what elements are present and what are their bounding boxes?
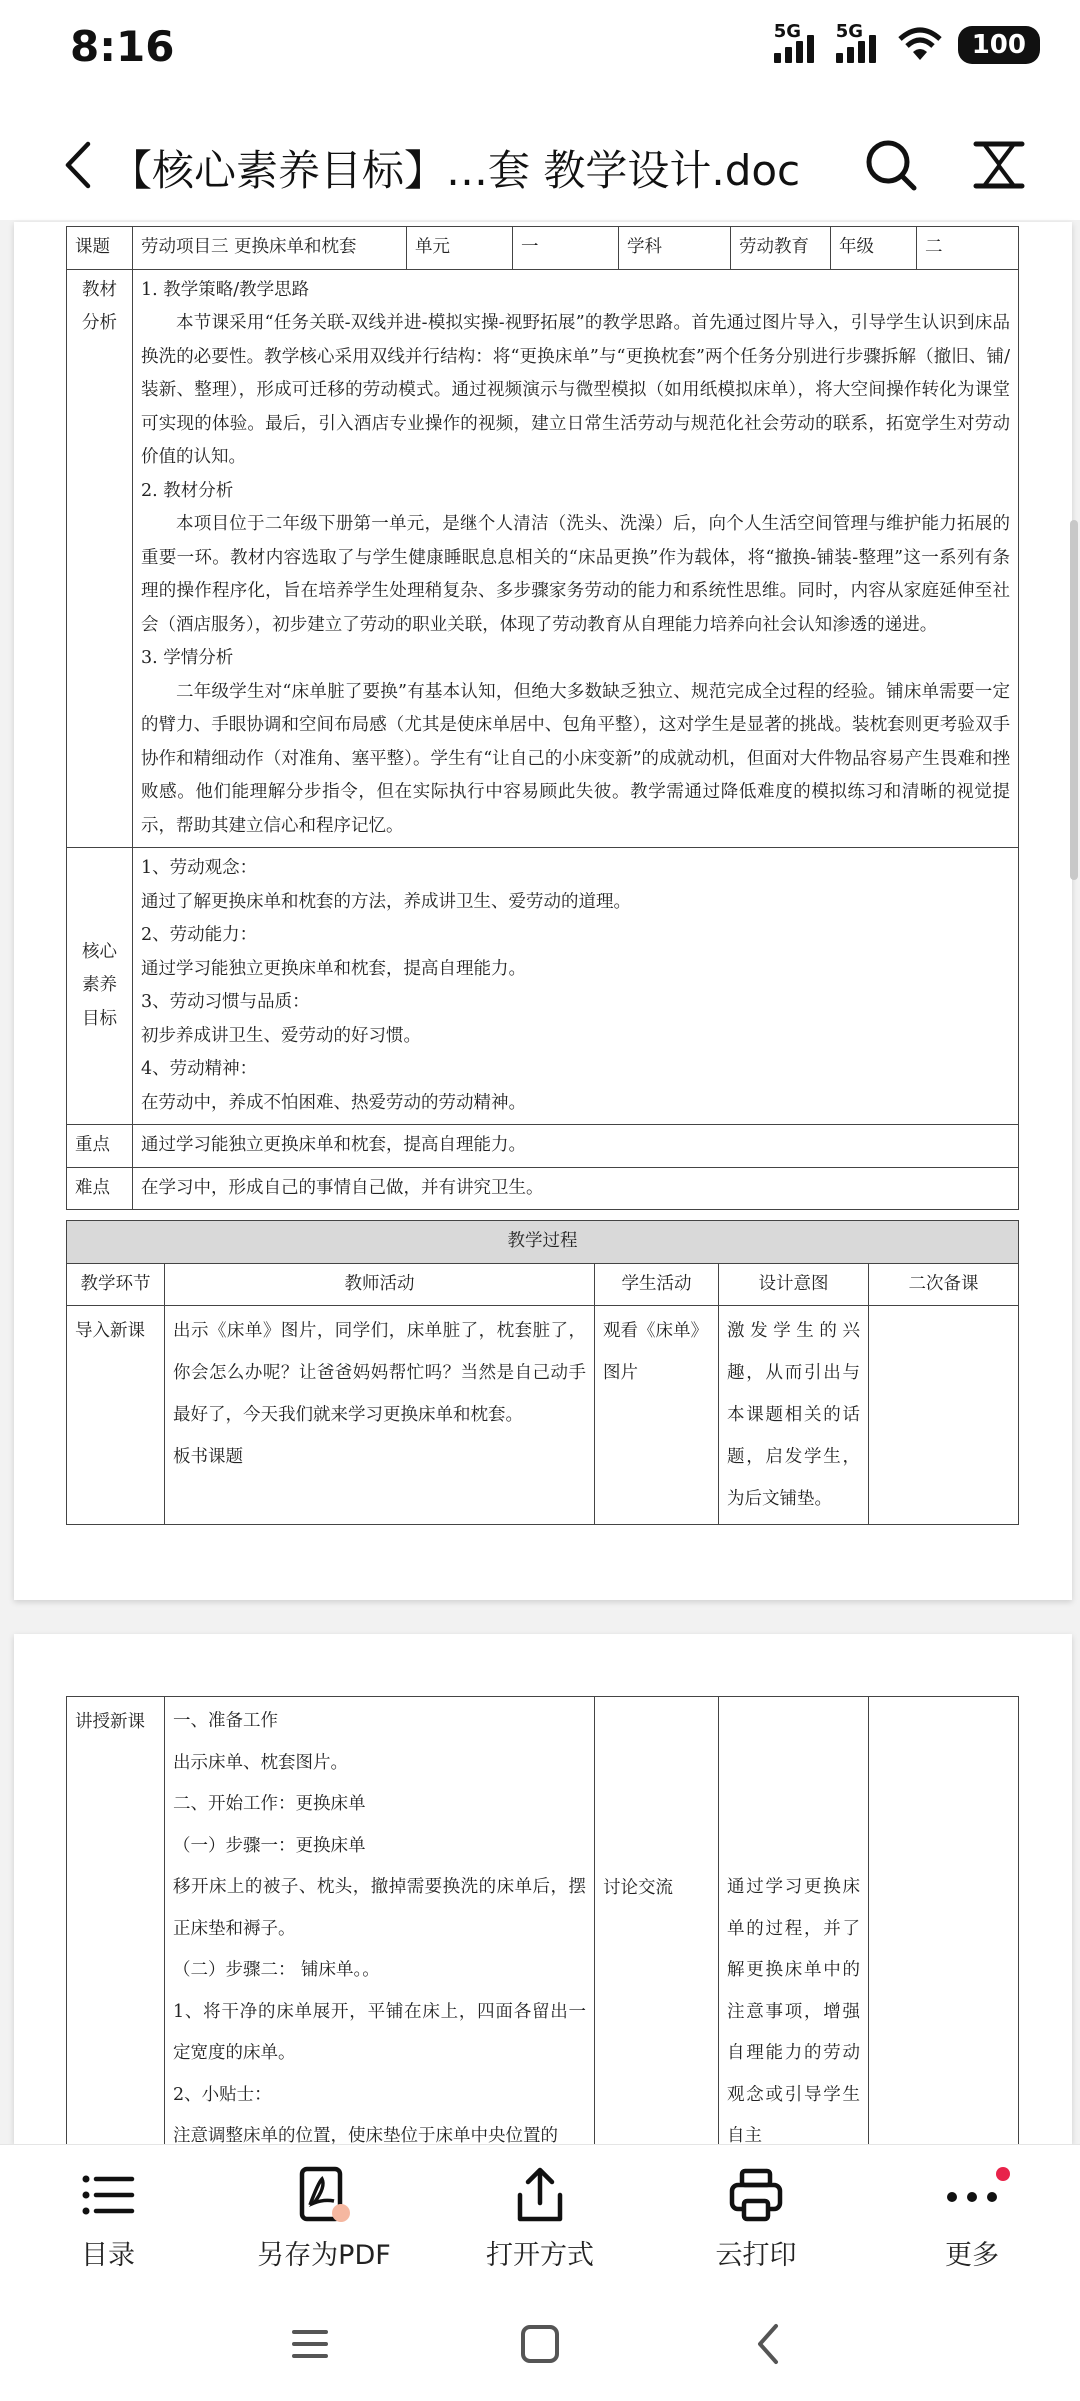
network-label: 5G: [773, 21, 802, 42]
paragraph: 本节课采用“任务关联-双线并进-模拟实操-视野拓展”的教学思路。首先通过图片导入，引导学生认识到床品换洗的必要性。教学核心采用双线并行结构：将“更换床单”与“更换枕套”两个任务分别进行步骤拆解（撤旧、铺/装新、整理），形成可迁移的劳动模式。通过视频演示与微型模拟（如用纸模拟床单），将大空间操作转化为课堂可实现的体验。最后，引入酒店专业操作的视频，建立日常生活劳动与规范化社会劳动的联系，拓宽学生对劳动价值的认知。: [141, 313, 1010, 467]
student-activity: 讨论交流: [603, 1878, 673, 1898]
cell-label: 年级: [831, 227, 917, 270]
status-bar: [0, 0, 1080, 110]
intent-cell: [719, 1697, 869, 2145]
pdf-icon: [294, 2165, 354, 2225]
wifi-icon: [898, 27, 942, 63]
cell-unit: 一: [513, 227, 619, 270]
share-icon: [510, 2165, 570, 2225]
toc-label: 目录: [81, 2240, 135, 2271]
column-header: 二次备课: [869, 1263, 1019, 1306]
process-table: [66, 1220, 1019, 1525]
toc-button[interactable]: [18, 2155, 198, 2272]
core-row: [67, 848, 1019, 1125]
section-heading: 3. 学情分析: [141, 648, 234, 668]
teacher-activity: 注意调整床单的位置，使床垫位于床单中央位置的: [173, 2126, 558, 2144]
paragraph: 二年级学生对“床单脏了要换”有基本认知，但绝大多数缺乏独立、规范完成全过程的经验。铺床单需要一定的臂力、手眼协调和空间布局感（尤其是使床单居中、包角平整），这对学生是显著的挑战。装枕套则更考验双手协作和精细动作（对准角、塞平整）。学生有“让自己的小床变新”的成就动机，但面对大件物品容易产生畏难和挫败感。他们能理解分步指令，但在实际执行中容易顾此失彼。教学需通过降低难度的模拟练习和清晰的视觉提示，帮助其建立信心和程序记忆。: [141, 681, 1010, 836]
cell-label: 学科: [619, 227, 731, 270]
cell-label: 课题: [67, 227, 133, 270]
student-cell: 观看《床单》图片: [595, 1306, 719, 1525]
document-title: 【核心素养目标】…套 教学设计.doc: [110, 146, 801, 195]
cloud-print-label: 云打印: [715, 2240, 797, 2271]
process-row-intro: [67, 1306, 1019, 1525]
analysis-content: [133, 269, 1019, 848]
document-page: [14, 222, 1072, 1600]
row-label: 教材分析: [67, 269, 133, 848]
teacher-activity: 二、开始工作：更换床单: [173, 1794, 366, 1814]
process-title: 教学过程: [67, 1221, 1019, 1264]
teacher-cell: [165, 1306, 595, 1525]
save-as-pdf-label: 另存为PDF: [257, 2240, 391, 2271]
row-label: 难点: [67, 1167, 133, 1210]
process-table-continued: [66, 1696, 1019, 2144]
core-item: 2、劳动能力：: [141, 925, 258, 945]
battery-indicator: 100: [958, 26, 1040, 64]
open-with-label: 打开方式: [486, 2240, 594, 2271]
column-header: 学生活动: [595, 1263, 719, 1306]
document-page: [14, 1634, 1072, 2144]
column-header: 教学环节: [67, 1263, 165, 1306]
status-time: 8:16: [70, 22, 175, 71]
info-row: [67, 227, 1019, 270]
column-header: 设计意图: [719, 1263, 869, 1306]
intent-cell: 激发学生的兴趣，从而引出与本课题相关的话题，启发学生，为后文铺垫。: [719, 1306, 869, 1525]
status-icons: [773, 21, 1040, 64]
teacher-cell: [165, 1697, 595, 2145]
core-item: 通过了解更换床单和枕套的方法，养成讲卫生、爱劳动的道理。: [141, 891, 631, 912]
home-icon[interactable]: [510, 2314, 570, 2374]
signal-icon: [835, 21, 882, 63]
column-header: 教师活动: [165, 1263, 595, 1306]
teacher-activity: （一）步骤一：更换床单: [173, 1835, 366, 1856]
cell-subject: 劳动教育: [731, 227, 831, 270]
cell-topic: 劳动项目三 更换床单和枕套: [133, 227, 407, 270]
teacher-activity: 2、小贴士：: [173, 2084, 272, 2105]
teacher-activity: 一、准备工作: [173, 1711, 278, 1731]
key-row: [67, 1125, 1019, 1168]
teacher-activity: 板书课题: [173, 1447, 243, 1467]
core-item: 3、劳动习惯与品质：: [141, 992, 310, 1012]
core-item: 在劳动中，养成不怕困难、热爱劳动的劳动精神。: [141, 1092, 526, 1113]
recent-apps-icon[interactable]: [280, 2314, 340, 2374]
back-icon[interactable]: [740, 2314, 800, 2374]
row-label: 核心素养目标: [67, 848, 133, 1125]
process-row-lecture: [67, 1697, 1019, 2145]
section-heading: 1. 教学策略/教学思路: [141, 279, 310, 300]
teacher-activity: 出示《床单》图片，同学们，床单脏了，枕套脏了，你会怎么办呢？让爸爸妈妈帮忙吗？当然是自己动手最好了，今天我们就来学习更换床单和枕套。: [173, 1321, 586, 1425]
core-item: 1、劳动观念：: [141, 858, 258, 878]
printer-icon: [726, 2165, 786, 2225]
teacher-activity: 1、将干净的床单展开，平铺在床上，四面各留出一定宽度的床单。: [173, 2001, 586, 2063]
lesson-table: [66, 226, 1019, 1210]
outline-toggle-icon[interactable]: [970, 136, 1028, 194]
difficult-row: [67, 1167, 1019, 1210]
analysis-row: [67, 269, 1019, 848]
more-icon: [942, 2165, 1002, 2225]
open-with-button[interactable]: [450, 2155, 630, 2272]
stage-cell: 导入新课: [67, 1306, 165, 1525]
scrollbar[interactable]: [1070, 520, 1078, 880]
back-arrow-icon[interactable]: [56, 140, 106, 190]
key-content: 通过学习能独立更换床单和枕套，提高自理能力。: [133, 1125, 1019, 1168]
core-item: 4、劳动精神：: [141, 1059, 258, 1079]
teacher-activity: （二）步骤二： 铺床单。。: [173, 1960, 380, 1980]
more-label: 更多: [945, 2240, 999, 2271]
cell-grade: 二: [917, 227, 1019, 270]
core-item: 通过学习能独立更换床单和枕套，提高自理能力。: [141, 958, 526, 979]
row-label: 重点: [67, 1125, 133, 1168]
system-nav-bar: [0, 2284, 1080, 2401]
network-label: 5G: [835, 21, 864, 42]
stage-cell: 讲授新课: [67, 1697, 165, 2145]
section-heading: 2. 教材分析: [141, 480, 234, 501]
signal-icon: [773, 21, 820, 63]
bottom-toolbar: [0, 2144, 1080, 2285]
core-content: [133, 848, 1019, 1125]
save-as-pdf-button[interactable]: [234, 2155, 414, 2272]
cloud-print-button[interactable]: [666, 2155, 846, 2272]
difficult-content: 在学习中，形成自己的事情自己做，并有讲究卫生。: [133, 1167, 1019, 1210]
search-icon[interactable]: [862, 136, 920, 194]
paragraph: 本项目位于二年级下册第一单元，是继个人清洁（洗头、洗澡）后，向个人生活空间管理与维护能力拓展的重要一环。教材内容选取了与学生健康睡眠息息相关的“床品更换”作为载体，将“撤换-铺装-整理”这一系列有条理的操作程序化，旨在培养学生处理稍复杂、多步骤家务劳动的能力和系统性思维。同时，内容从家庭延伸至社会（酒店服务），初步建立了劳动的职业关联，体现了劳动教育从自理能力培养向社会认知渗透的递进。: [141, 514, 1010, 635]
title-bar: [0, 110, 1080, 220]
cell-label: 单元: [407, 227, 513, 270]
student-cell: [595, 1697, 719, 2145]
design-intent: 通过学习更换床单的过程，并了解更换床单中的注意事项，增强自理能力的劳动观念或引导学生自主: [727, 1877, 860, 2144]
notes-cell: [869, 1697, 1019, 2145]
core-item: 初步养成讲卫生、爱劳动的好习惯。: [141, 1025, 421, 1046]
process-header-row: [67, 1263, 1019, 1306]
teacher-activity: 出示床单、枕套图片。: [173, 1752, 348, 1773]
notification-dot: [996, 2167, 1010, 2181]
more-button[interactable]: [882, 2155, 1062, 2272]
list-icon: [78, 2165, 138, 2225]
notes-cell: [869, 1306, 1019, 1525]
teacher-activity: 移开床上的被子、枕头，撤掉需要换洗的床单后，摆正床垫和褥子。: [173, 1877, 586, 1939]
